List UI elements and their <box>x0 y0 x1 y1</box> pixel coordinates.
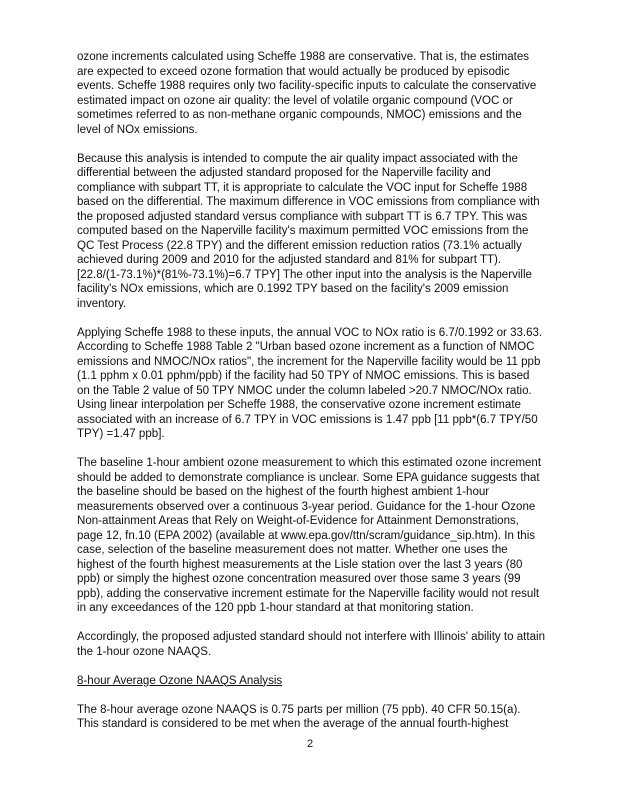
paragraph-scheffe-application: Applying Scheffe 1988 to these inputs, the annual VOC to NOx ratio is 6.7/0.1992 or 33.63. According to Scheffe 1988 Table 2 "Urban based ozone increment as a function of NMOC emissions and NMOC/NOx ratios", the increment for the Naperville facility would be 11 ppb (1.1 pphm x 0.01 pphm/ppb) if the facility had 50 TPY of NMOC emissions. This is based on the Table 2 value of 50 TPY NMOC under the column labeled >20.7 NMOC/NOx ratio. Using linear interpolation per Scheffe 1988, the conservative ozone increment estimate associated with an increase of 6.7 TPY in VOC emissions is 1.47 ppb [11 ppb*(6.7 TPY/50 TPY) =1.47 ppb]. <box>77 326 543 440</box>
paragraph-conclusion: Accordingly, the proposed adjusted standard should not interfere with Illinois' ability to attain the 1-hour ozone NAAQS. <box>77 631 545 658</box>
paragraph-voc-input: Because this analysis is intended to compute the air quality impact associated with the differential between the adjusted standard proposed for the Naperville facility and compliance with subpart TT, it is appropriate to calculate the VOC input for Scheffe 1988 based on the differential. The maximum difference in VOC emissions from compliance with the proposed adjusted standard versus compliance with subpart TT is 6.7 TPY. This was computed based on the Naperville facility's maximum permitted VOC emissions from the QC Test Process (22.8 TPY) and the different emission reduction ratios (73.1% actually achieved during 2009 and 2010 for the adjusted standard and 81% for subpart TT). [22.8/(1-73.1%)*(81%-73.1%)=6.7 TPY] The other input into the analysis is the Naperville facility's NOx emissions, which are 0.1992 TPY based on the facility's 2009 emission inventory. <box>77 152 540 310</box>
document-body <box>77 50 545 732</box>
page-number: 2 <box>306 738 314 750</box>
paragraph-baseline-measurement: The baseline 1-hour ambient ozone measurement to which this estimated ozone increment should be added to demonstrate compliance is unclear. Some EPA guidance suggests that the baseline should be based on the highest of the fourth highest ambient 1-hour measurements observed over a continuous 3-year period. Guidance for the 1-hour Ozone Non-attainment Areas that Rely on Weight-of-Evidence for Attainment Demonstrations, page 12, fn.10 (EPA 2002) (available at www.epa.gov/ttn/scram/guidance_sip.htm). In this case, selection of the baseline measurement does not matter. Whether one uses the highest of the fourth highest measurements at the Lisle station over the last 3 years (80 ppb) or simply the highest ozone concentration measured over those same 3 years (99 ppb), adding the conservative increment estimate for the Naperville facility would not result in any exceedances of the 120 ppb 1-hour standard at that monitoring station. <box>77 457 542 614</box>
section-heading: 8-hour Average Ozone NAAQS Analysis <box>77 674 283 687</box>
paragraph-8-hour-naaqs: The 8-hour average ozone NAAQS is 0.75 parts per million (75 ppb). 40 CFR 50.15(a). This standard is considered to be met when the average of the annual fourth-highest <box>77 703 521 730</box>
paragraph-ozone-increments: ozone increments calculated using Scheffe 1988 are conservative. That is, the estimates are expected to exceed ozone formation that would actually be produced by episodic events. Scheffe 1988 requires only two facility-specific inputs to calculate the conservative estimated impact on ozone air quality: the level of volatile organic compound (VOC or sometimes referred to as non-methane organic compounds, NMOC) emissions and the level of NOx emissions. <box>77 51 537 136</box>
